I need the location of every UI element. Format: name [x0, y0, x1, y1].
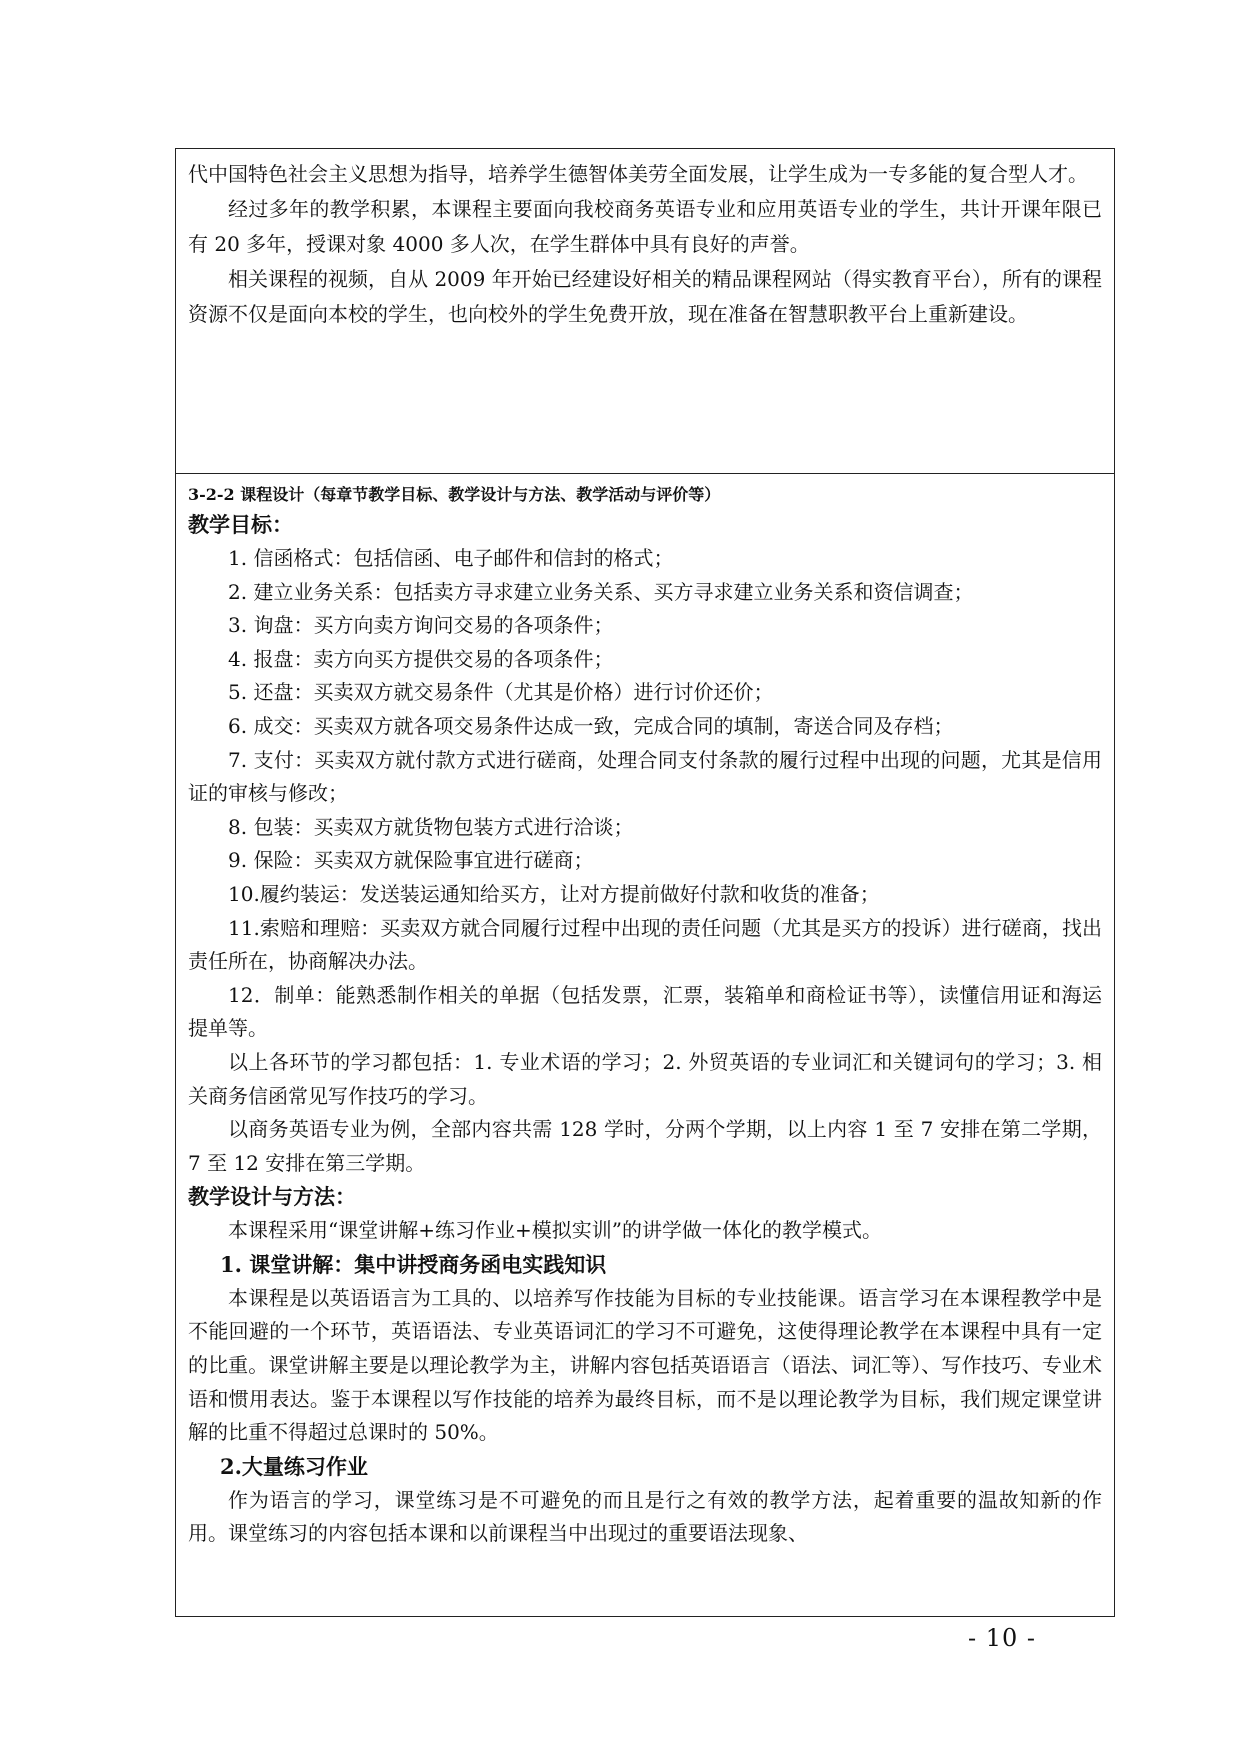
method-practice-title: 2.大量练习作业: [220, 1453, 368, 1479]
goal-item: 3. 询盘：买方向卖方询问交易的各项条件；: [228, 613, 614, 638]
goals-summary: 以上各环节的学习都包括：1. 专业术语的学习；2. 外贸英语的专业词汇和关键词句的学习；3. 相关商务信函常见写作技巧的学习。: [188, 1049, 1102, 1108]
paragraph-talent-goal: 代中国特色社会主义思想为指导，培养学生德智体美劳全面发展，让学生成为一专多能的复合型人才。: [188, 162, 1088, 186]
goal-item: 8. 包装：买卖双方就货物包装方式进行洽谈；: [228, 814, 634, 839]
teaching-design-title: 教学设计与方法：: [188, 1184, 356, 1210]
goal-item: 2. 建立业务关系：包括卖方寻求建立业务关系、买方寻求建立业务关系和资信调查；: [228, 579, 974, 604]
section-heading: 3-2-2 课程设计（每章节教学目标、教学设计与方法、教学活动与评价等）: [188, 485, 721, 504]
method-lecture-title: 1. 课堂讲解：集中讲授商务函电实践知识: [220, 1251, 607, 1277]
goal-item: 1. 信函格式：包括信函、电子邮件和信封的格式；: [228, 546, 674, 570]
goal-item: 5. 还盘：买卖双方就交易条件（尤其是价格）进行讨价还价；: [228, 680, 774, 705]
paragraph-course-video: 相关课程的视频，自从 2009 年开始已经建设好相关的精品课程网站（得实教育平台），所有的课程资源不仅是面向本校的学生，也向校外的学生免费开放，现在准备在智慧职教平台上重新建设。: [188, 267, 1102, 326]
teaching-goals-title: 教学目标：: [188, 512, 293, 537]
paragraph-teaching-history: 经过多年的教学积累，本课程主要面向我校商务英语专业和应用英语专业的学生，共计开课年限已有 20 多年，授课对象 4000 多人次，在学生群体中具有良好的声誉。: [188, 197, 1102, 256]
method-lecture-text: 本课程是以英语语言为工具的、以培养写作技能为目标的专业技能课。语言学习在本课程教学中是不能回避的一个环节，英语语法、专业英语词汇的学习不可避免，这使得理论教学在本课程中具有一定的比重。课堂讲解主要是以理论教学为主，讲解内容包括英语语言（语法、词汇等）、写作技巧、专业术语和惯用表达。鉴于本课程以写作技能的培养为最终目标，而不是以理论教学为目标，我们规定课堂讲解的比重不得超过总课时的 50%。: [188, 1285, 1102, 1445]
content-table: [175, 148, 1115, 1617]
goal-item: 6. 成交：买卖双方就各项交易条件达成一致，完成合同的填制，寄送合同及存档；: [228, 713, 954, 738]
goal-item: 7. 支付：买卖双方就付款方式进行磋商，处理合同支付条款的履行过程中出现的问题，尤其是信用证的审核与修改；: [188, 747, 1102, 806]
goals-schedule: 以商务英语专业为例，全部内容共需 128 学时，分两个学期，以上内容 1 至 7 安排在第二学期，7 至 12 安排在第三学期。: [188, 1117, 1102, 1175]
section-course-design-cell: [176, 474, 1114, 1616]
teaching-design-intro: 本课程采用“课堂讲解+练习作业+模拟实训”的讲学做一体化的教学模式。: [228, 1218, 882, 1243]
goal-item: 4. 报盘：卖方向买方提供交易的各项条件；: [228, 646, 614, 671]
method-practice-text: 作为语言的学习，课堂练习是不可避免的而且是行之有效的教学方法，起着重要的温故知新的作用。课堂练习的内容包括本课和以前课程当中出现过的重要语法现象、: [188, 1487, 1102, 1546]
page-number: - 10 -: [968, 1624, 1037, 1652]
goal-item: 12．制单：能熟悉制作相关的单据（包括发票，汇票，装箱单和商检证书等），读懂信用证和海运提单等。: [188, 982, 1102, 1041]
goal-item: 9. 保险：买卖双方就保险事宜进行磋商；: [228, 848, 594, 873]
goal-item: 11.索赔和理赔：买卖双方就合同履行过程中出现的责任问题（尤其是买方的投诉）进行磋商，找出责任所在，协商解决办法。: [188, 915, 1102, 974]
section-overview-cell: [176, 149, 1114, 474]
goal-item: 10.履约装运：发送装运通知给买方，让对方提前做好付款和收货的准备；: [228, 881, 880, 906]
